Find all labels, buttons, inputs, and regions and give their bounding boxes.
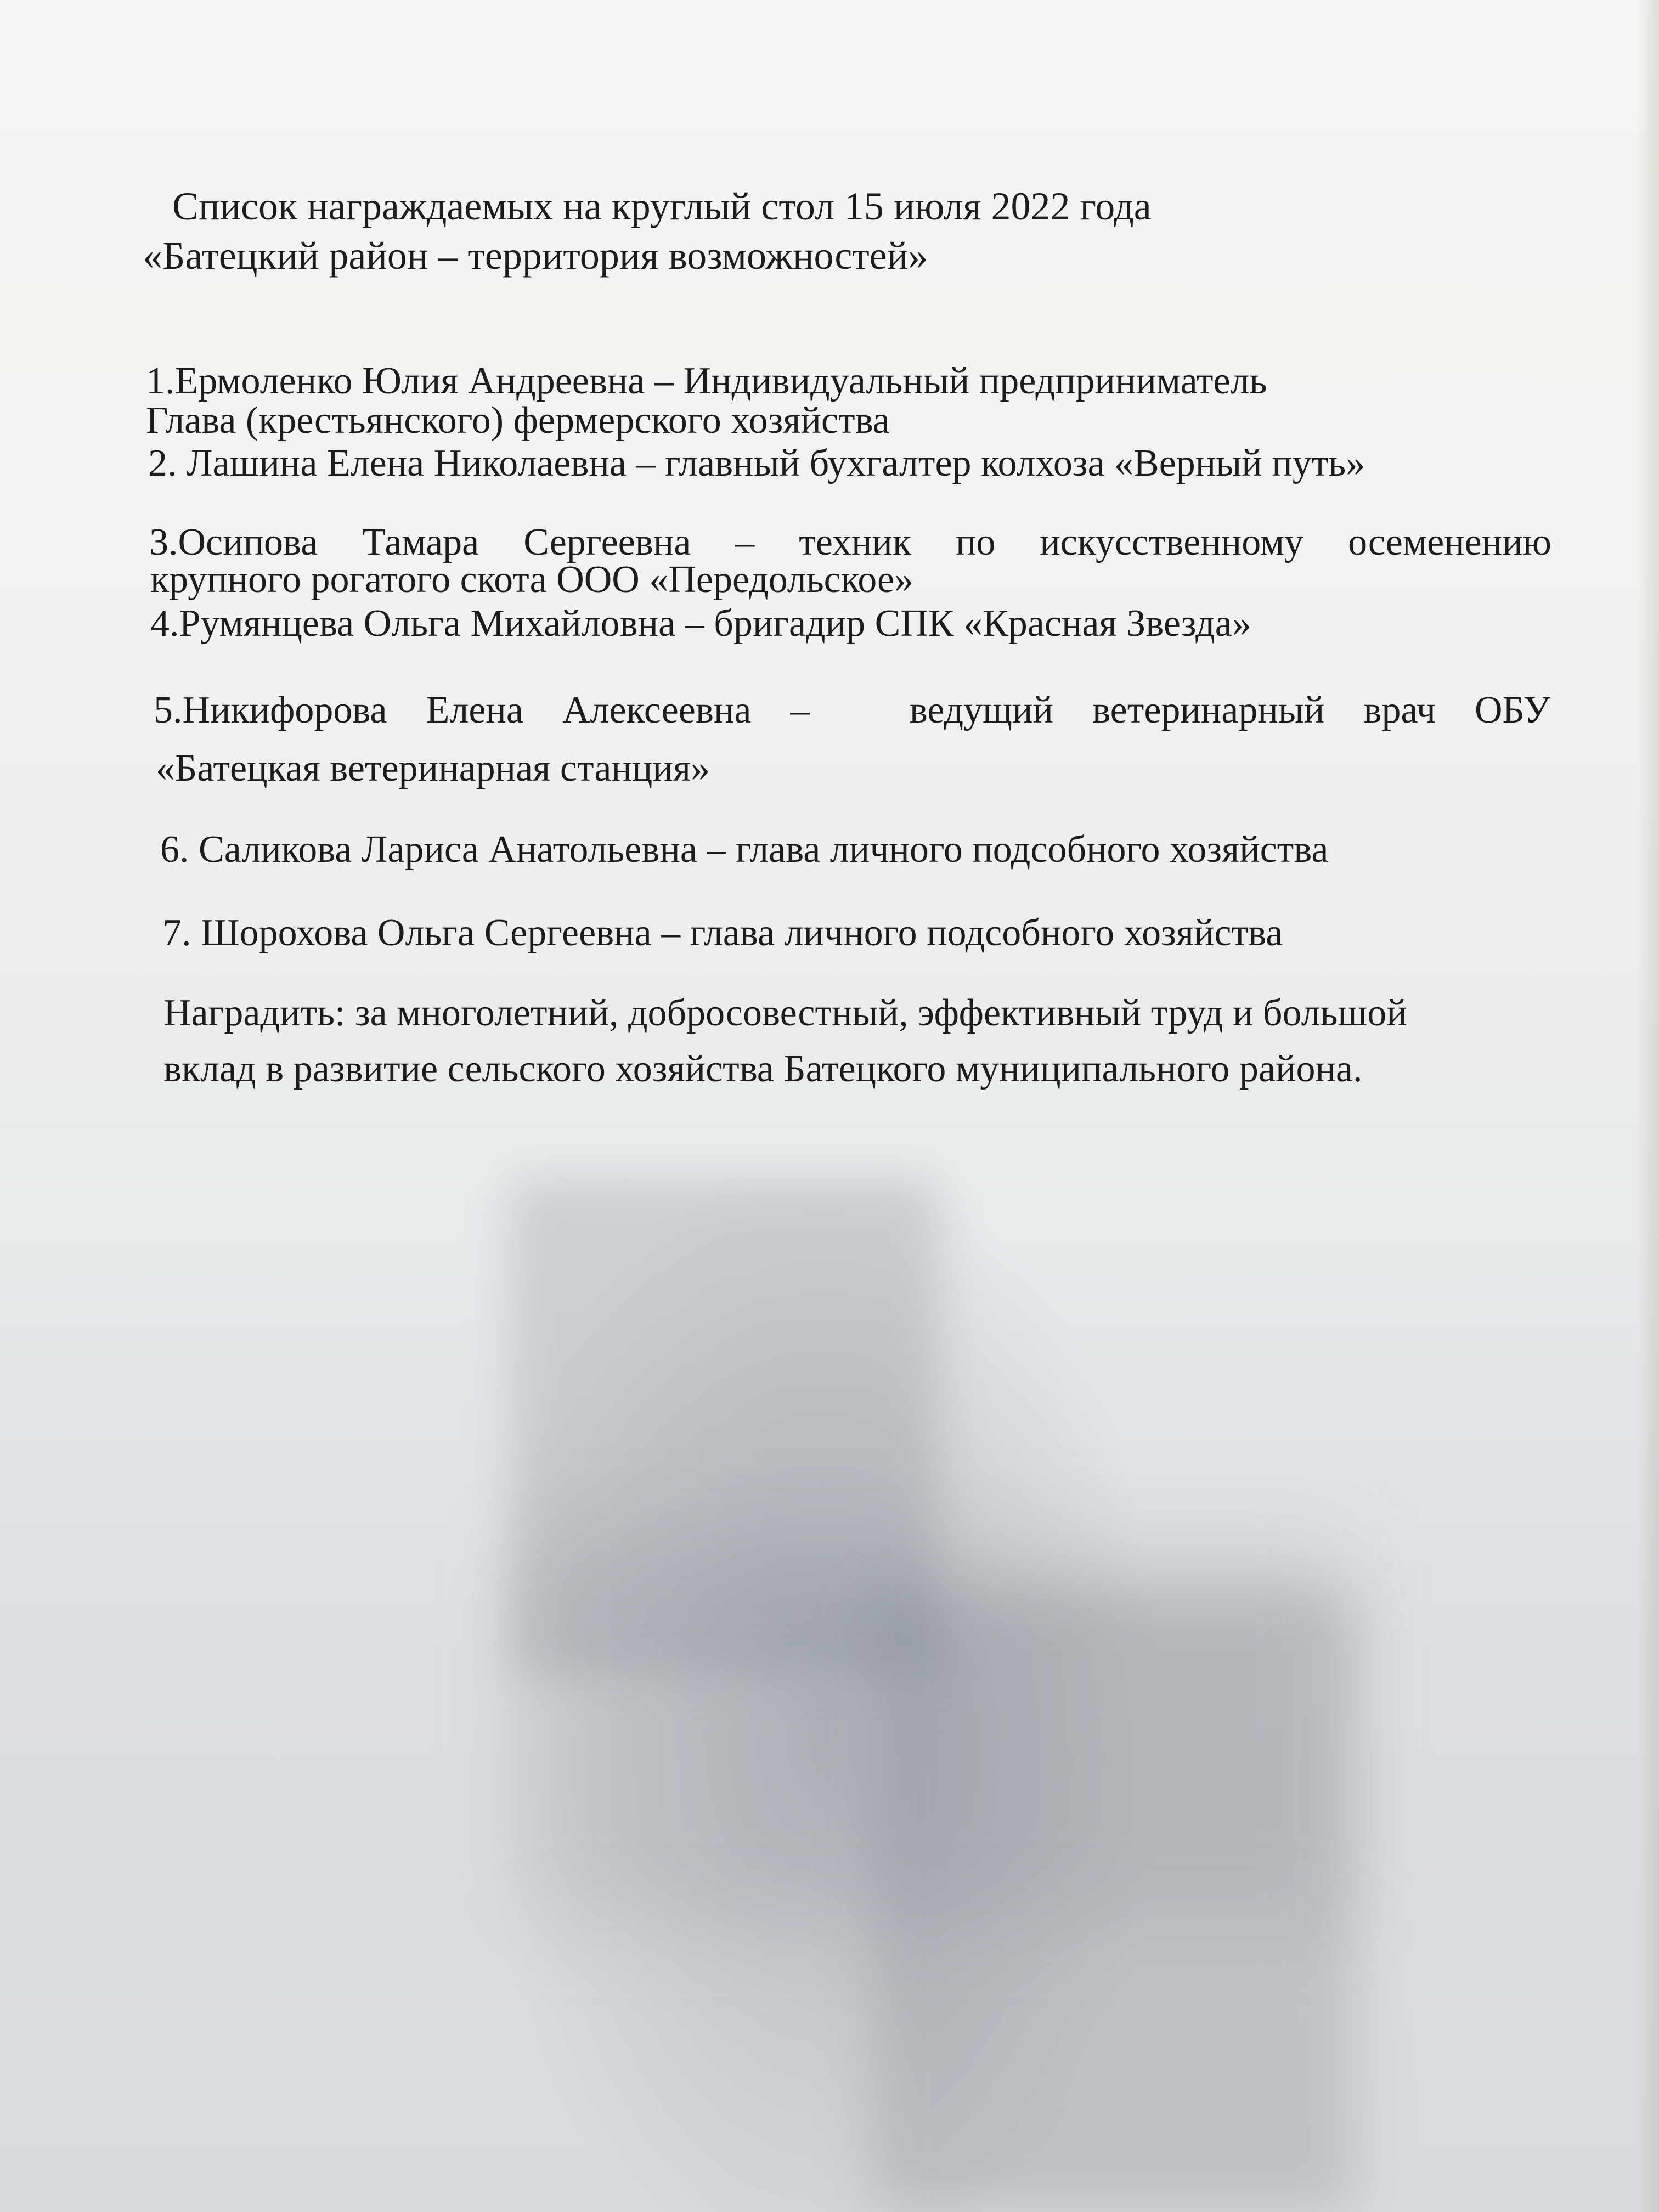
list-item-3-line-2: крупного рогатого скота ООО «Передольское» xyxy=(150,558,914,601)
word: Сергеевна xyxy=(523,521,691,563)
word: ветеринарный xyxy=(1092,689,1325,731)
word: ОБУ xyxy=(1475,689,1550,731)
word: – xyxy=(790,689,810,731)
word: 3.Осипова xyxy=(149,521,318,563)
word: врач xyxy=(1363,689,1436,731)
hand-shadow-upper xyxy=(510,1180,938,1673)
word: 5.Никифорова xyxy=(154,689,387,731)
list-item-5-line-2: «Батецкая ветеринарная станция» xyxy=(156,747,710,789)
list-item-4: 4.Румянцева Ольга Михайловна – бригадир СПК «Красная Звезда» xyxy=(150,602,1251,645)
award-text-line-1: Наградить: за многолетний, добросовестный, эффективный труд и большой xyxy=(163,992,1407,1034)
word: по xyxy=(955,521,996,563)
hand-shadow-lower xyxy=(872,1591,1355,2212)
list-item-7: 7. Шорохова Ольга Сергеевна – глава личного подсобного хозяйства xyxy=(162,912,1283,954)
word: – xyxy=(735,521,755,563)
document-title-line-1: Список награждаемых на круглый стол 15 июля 2022 года xyxy=(172,184,1152,228)
list-item-1-line-1: 1.Ермоленко Юлия Андреевна – Индивидуальный предприниматель xyxy=(146,360,1267,402)
paper-edge xyxy=(1637,0,1659,2212)
list-item-2: 2. Лашина Елена Николаевна – главный бухгалтер колхоза «Верный путь» xyxy=(148,442,1365,484)
word: Тамара xyxy=(362,521,479,563)
word: искусственному xyxy=(1040,521,1304,563)
list-item-3-line-1 xyxy=(149,523,1551,562)
list-item-5-line-1 xyxy=(154,691,1550,730)
word: осеменению xyxy=(1348,521,1551,563)
list-item-6: 6. Саликова Лариса Анатольевна – глава личного подсобного хозяйства xyxy=(160,828,1329,871)
award-text-line-2: вклад в развитие сельского хозяйства Батецкого муниципального района. xyxy=(163,1048,1363,1090)
word: Алексеевна xyxy=(562,689,752,731)
word: техник xyxy=(799,521,911,563)
document-title-line-2: «Батецкий район – территория возможностей» xyxy=(143,234,928,278)
list-item-1-line-2: Глава (крестьянского) фермерского хозяйства xyxy=(146,399,890,442)
word: ведущий xyxy=(909,689,1053,731)
word: Елена xyxy=(426,689,523,731)
